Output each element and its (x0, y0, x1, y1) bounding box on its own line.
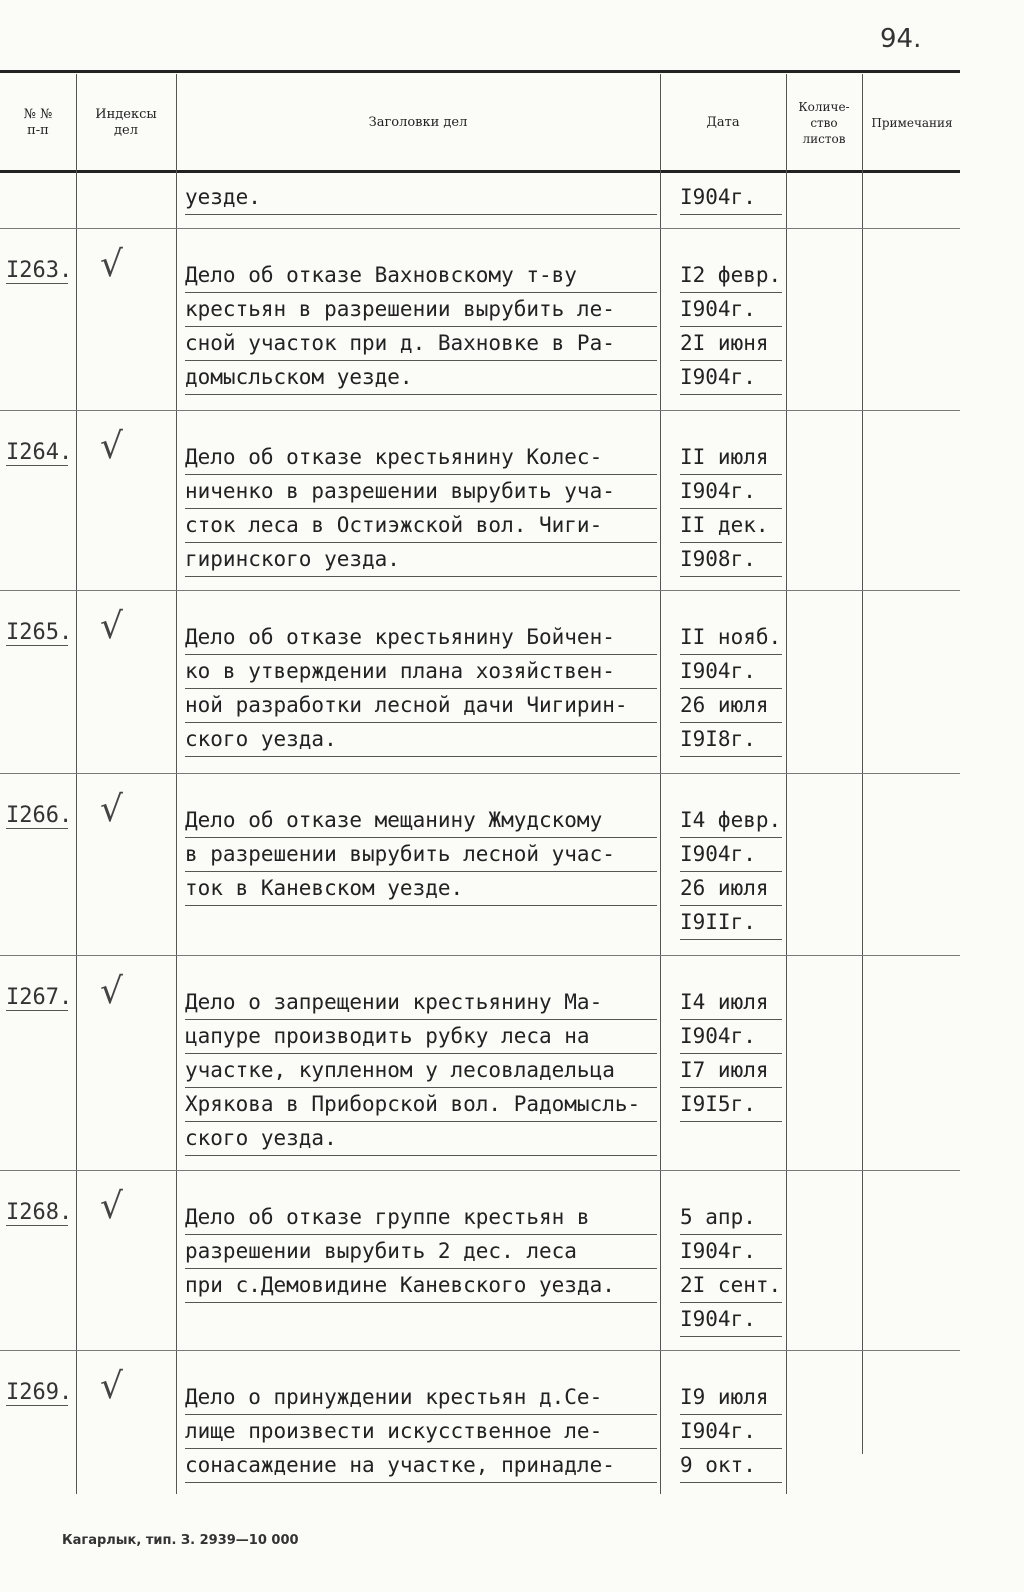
entry-title-line: лище произвести искусственное ле- (185, 1414, 657, 1449)
entry-number: I263. (6, 258, 73, 283)
entry-date-line: 26 июля (680, 688, 782, 723)
entry-date-line: I904г. (680, 1019, 782, 1054)
row-separator (0, 410, 960, 411)
header-sheets: Количе- ство листов (798, 100, 850, 146)
entry-title-line: Хрякова в Приборской вол. Радомысль- (185, 1087, 657, 1122)
entry-title-line: Дело об отказе группе крестьян в (185, 1200, 657, 1235)
header-indexes: Индексы дел (95, 107, 157, 138)
entry-date-line: I7 июля (680, 1053, 782, 1088)
entry-number: I265. (6, 620, 73, 645)
entry-title-line: разрешении вырубить 2 дес. леса (185, 1234, 657, 1269)
row-separator (0, 955, 960, 956)
entry-title-line: ко в утверждении плана хозяйствен- (185, 654, 657, 689)
entry-title-line: ского уезда. (185, 722, 657, 757)
checkmark-icon: √ (100, 244, 123, 285)
printer-imprint: Кагарлык, тип. З. 2939—10 000 (62, 1533, 299, 1548)
entry-title-line: цапуре производить рубку леса на (185, 1019, 657, 1054)
entry-title-line: сной участок при д. Вахновке в Ра- (185, 326, 657, 361)
entry-date-line: I9 июля (680, 1380, 782, 1415)
entry-date-line: I904г. (680, 654, 782, 689)
entry-date-line: I2 февр. (680, 258, 782, 293)
column-divider (176, 74, 177, 1494)
checkmark-icon: √ (100, 606, 123, 647)
header-number: № № п-п (23, 107, 53, 138)
entry-date-line: II июля (680, 440, 782, 475)
checkmark-icon: √ (100, 789, 123, 830)
entry-title-line: ток в Каневском уезде. (185, 871, 657, 906)
entry-title-line: крестьян в разрешении вырубить ле- (185, 292, 657, 327)
entry-title-line: ной разработки лесной дачи Чигирин- (185, 688, 657, 723)
entry-title-line: сток леса в Остиэжской вол. Чиги- (185, 508, 657, 543)
entry-date-line: 26 июля (680, 871, 782, 906)
entry-date-line: I9I5г. (680, 1087, 782, 1122)
entry-number: I268. (6, 1200, 73, 1225)
header-titles: Заголовки дел (368, 115, 468, 130)
entry-title-line: при с.Демовидине Каневского уезда. (185, 1268, 657, 1303)
checkmark-icon: √ (100, 1186, 123, 1227)
entry-date-line: I4 февр. (680, 803, 782, 838)
entry-date-line: II нояб. (680, 620, 782, 655)
checkmark-icon: √ (100, 971, 123, 1012)
header-bottom-rule (0, 170, 960, 173)
entry-number: I267. (6, 985, 73, 1010)
checkmark-icon: √ (100, 1366, 123, 1407)
column-divider (660, 74, 661, 1494)
entry-date-line: 2I июня (680, 326, 782, 361)
column-divider (786, 74, 787, 1494)
entry-title-line: гиринского уезда. (185, 542, 657, 577)
entry-number: I266. (6, 803, 73, 828)
column-divider (76, 74, 77, 1494)
entry-title-line: домысльском уезде. (185, 360, 657, 395)
entry-title-line: Дело об отказе мещанину Жмудскому (185, 803, 657, 838)
entry-date-line: I904г. (680, 837, 782, 872)
entry-date-line: I904г. (680, 292, 782, 327)
row-separator (0, 228, 960, 229)
entry-date-line: 9 окт. (680, 1448, 782, 1483)
entry-title-line: в разрешении вырубить лесной учас- (185, 837, 657, 872)
page-number: 94. (880, 24, 922, 54)
entry-date-line: 5 апр. (680, 1200, 782, 1235)
header-date: Дата (706, 115, 740, 130)
row-separator (0, 590, 960, 591)
entry-title-line: Дело о запрещении крестьянину Ма- (185, 985, 657, 1020)
row-separator (0, 1350, 960, 1351)
entry-date-line: I9I8г. (680, 722, 782, 757)
column-divider (862, 74, 863, 1454)
entry-number: I269. (6, 1380, 73, 1405)
entry-date-line: I9IIг. (680, 905, 782, 940)
row-separator (0, 773, 960, 774)
entry-date-line: 2I сент. (680, 1268, 782, 1303)
continuation-title: уезде. (185, 180, 657, 215)
entry-title-line: сонасаждение на участке, принадле- (185, 1448, 657, 1483)
entry-title-line: Дело об отказе крестьянину Колес- (185, 440, 657, 475)
entry-date-line: II дек. (680, 508, 782, 543)
entry-title-line: ниченко в разрешении вырубить уча- (185, 474, 657, 509)
header-notes: Примечания (871, 116, 953, 130)
entry-date-line: I904г. (680, 474, 782, 509)
entry-title-line: Дело об отказе крестьянину Бойчен- (185, 620, 657, 655)
entry-date-line: I4 июля (680, 985, 782, 1020)
entry-date-line: I904г. (680, 1302, 782, 1337)
entry-number: I264. (6, 440, 73, 465)
entry-date-line: I904г. (680, 360, 782, 395)
entry-title-line: Дело об отказе Вахновскому т-ву (185, 258, 657, 293)
entry-date-line: I908г. (680, 542, 782, 577)
continuation-date: I904г. (680, 180, 782, 215)
entry-title-line: ского уезда. (185, 1121, 657, 1156)
table-top-rule (0, 70, 960, 73)
entry-title-line: участке, купленном у лесовладельца (185, 1053, 657, 1088)
row-separator (0, 1170, 960, 1171)
checkmark-icon: √ (100, 426, 123, 467)
entry-date-line: I904г. (680, 1234, 782, 1269)
entry-date-line: I904г. (680, 1414, 782, 1449)
entry-title-line: Дело о принуждении крестьян д.Се- (185, 1380, 657, 1415)
